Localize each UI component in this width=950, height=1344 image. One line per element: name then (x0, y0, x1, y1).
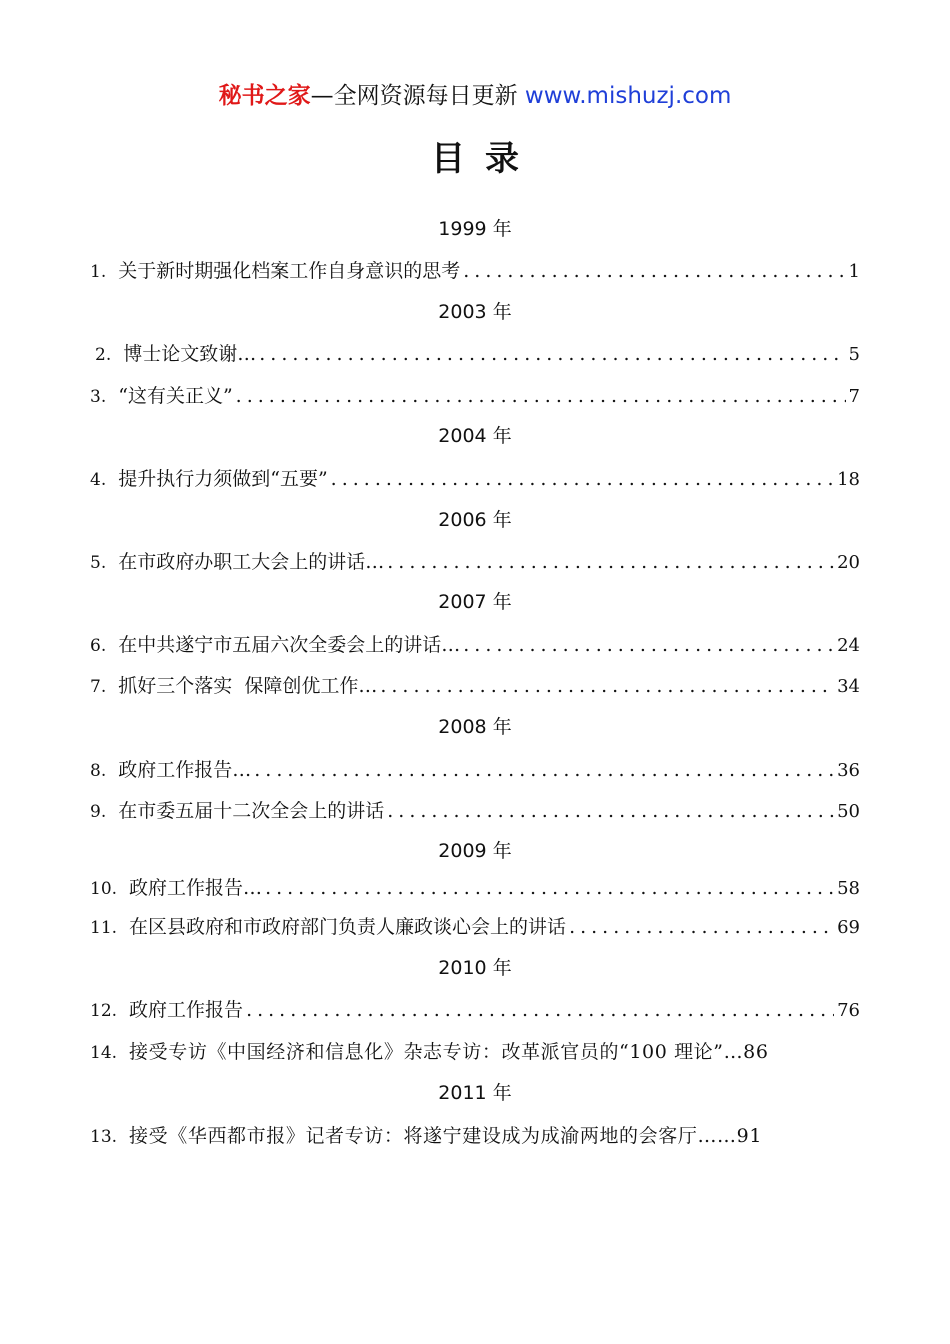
entry-title: 关于新时期强化档案工作自身意识的思考 (118, 260, 461, 282)
dot-leader (463, 256, 845, 286)
entry-number: 1. (90, 262, 107, 282)
toc-entry-8[interactable] (90, 755, 860, 786)
entry-page: 69 (837, 917, 860, 938)
entry-number: 6. (90, 636, 107, 656)
entry-title: 接受《华西都市报》记者专访：将遂宁建设成为成渝两地的会客厅……91 (129, 1125, 763, 1147)
entry-number: 2. (95, 345, 112, 365)
dot-leader (254, 755, 834, 785)
entry-number: 3. (90, 387, 107, 407)
entry-page: 58 (837, 878, 860, 899)
page-title: 目录 (431, 139, 539, 179)
dot-leader (236, 381, 846, 411)
entry-number: 4. (90, 470, 107, 490)
entry-number: 10. (90, 879, 118, 899)
entry-number: 14. (90, 1043, 118, 1063)
site-url-link[interactable]: www.mishuzj.com (524, 83, 732, 109)
toc-entry-10[interactable] (90, 873, 860, 904)
dot-leader (387, 796, 834, 826)
year-heading-2003: 2003 年 (438, 301, 512, 323)
year-heading-2009: 2009 年 (438, 840, 512, 862)
toc-entry-12[interactable] (90, 995, 860, 1026)
toc-entry-9[interactable] (90, 796, 860, 827)
dot-leader (380, 671, 834, 701)
entry-title: 在市委五届十二次全会上的讲话 (118, 800, 385, 822)
header-tagline: —全网资源每日更新 (310, 83, 518, 109)
entry-page: 36 (837, 760, 860, 781)
entry-page: 24 (837, 635, 860, 656)
entry-number: 8. (90, 761, 107, 781)
year-heading-2011: 2011 年 (438, 1082, 512, 1104)
toc-entry-2[interactable] (95, 339, 860, 370)
entry-title: 政府工作报告 (129, 999, 244, 1021)
toc-entry-1[interactable] (90, 256, 860, 287)
entry-number: 11. (90, 918, 118, 938)
year-heading-2004: 2004 年 (438, 425, 512, 447)
entry-page: 7 (848, 386, 860, 407)
entry-page: 76 (837, 1000, 860, 1021)
entry-page: 18 (837, 469, 860, 490)
year-heading-2008: 2008 年 (438, 716, 512, 738)
dot-leader (387, 547, 834, 577)
toc-entry-14[interactable] (90, 1037, 860, 1068)
toc-entry-7[interactable] (90, 671, 860, 702)
dot-leader (331, 464, 834, 494)
entry-number: 9. (90, 802, 107, 822)
year-heading-2007: 2007 年 (438, 591, 512, 613)
toc-entry-13[interactable] (90, 1121, 860, 1152)
year-heading-2010: 2010 年 (438, 957, 512, 979)
entry-title: 政府工作报告… (129, 877, 263, 899)
entry-title: 博士论文致谢… (123, 343, 257, 365)
toc-entry-11[interactable] (90, 912, 860, 943)
toc-entry-4[interactable] (90, 464, 860, 495)
entry-title: 在中共遂宁市五届六次全委会上的讲话… (118, 634, 461, 656)
dot-leader (246, 995, 834, 1025)
entry-title: 在区县政府和市政府部门负责人廉政谈心会上的讲话 (129, 916, 567, 938)
toc-entry-5[interactable] (90, 547, 860, 578)
entry-number: 7. (90, 677, 107, 697)
brand-name: 秘书之家 (218, 83, 311, 109)
entry-page: 50 (837, 801, 860, 822)
entry-title: 提升执行力须做到“五要” (118, 468, 328, 490)
dot-leader (569, 912, 834, 942)
entry-number: 13. (90, 1127, 118, 1147)
entry-title: “这有关正义” (118, 385, 233, 407)
entry-title: 政府工作报告… (118, 759, 252, 781)
entry-title: 在市政府办职工大会上的讲话… (118, 551, 385, 573)
entry-title: 抓好三个落实 保障创优工作… (118, 675, 378, 697)
toc-entry-6[interactable] (90, 630, 860, 661)
entry-page: 34 (837, 676, 860, 697)
site-header (0, 78, 950, 114)
entry-number: 12. (90, 1001, 118, 1021)
dot-leader (259, 339, 845, 369)
entry-title: 接受专访《中国经济和信息化》杂志专访：改革派官员的“100 理论”…86 (129, 1041, 769, 1063)
entry-page: 5 (848, 344, 860, 365)
entry-page: 1 (848, 261, 860, 282)
dot-leader (265, 873, 834, 903)
entry-page: 20 (837, 552, 860, 573)
entry-number: 5. (90, 553, 107, 573)
year-heading-2006: 2006 年 (438, 509, 512, 531)
year-heading-1999: 1999 年 (438, 218, 512, 240)
dot-leader (463, 630, 834, 660)
toc-entry-3[interactable] (90, 381, 860, 412)
